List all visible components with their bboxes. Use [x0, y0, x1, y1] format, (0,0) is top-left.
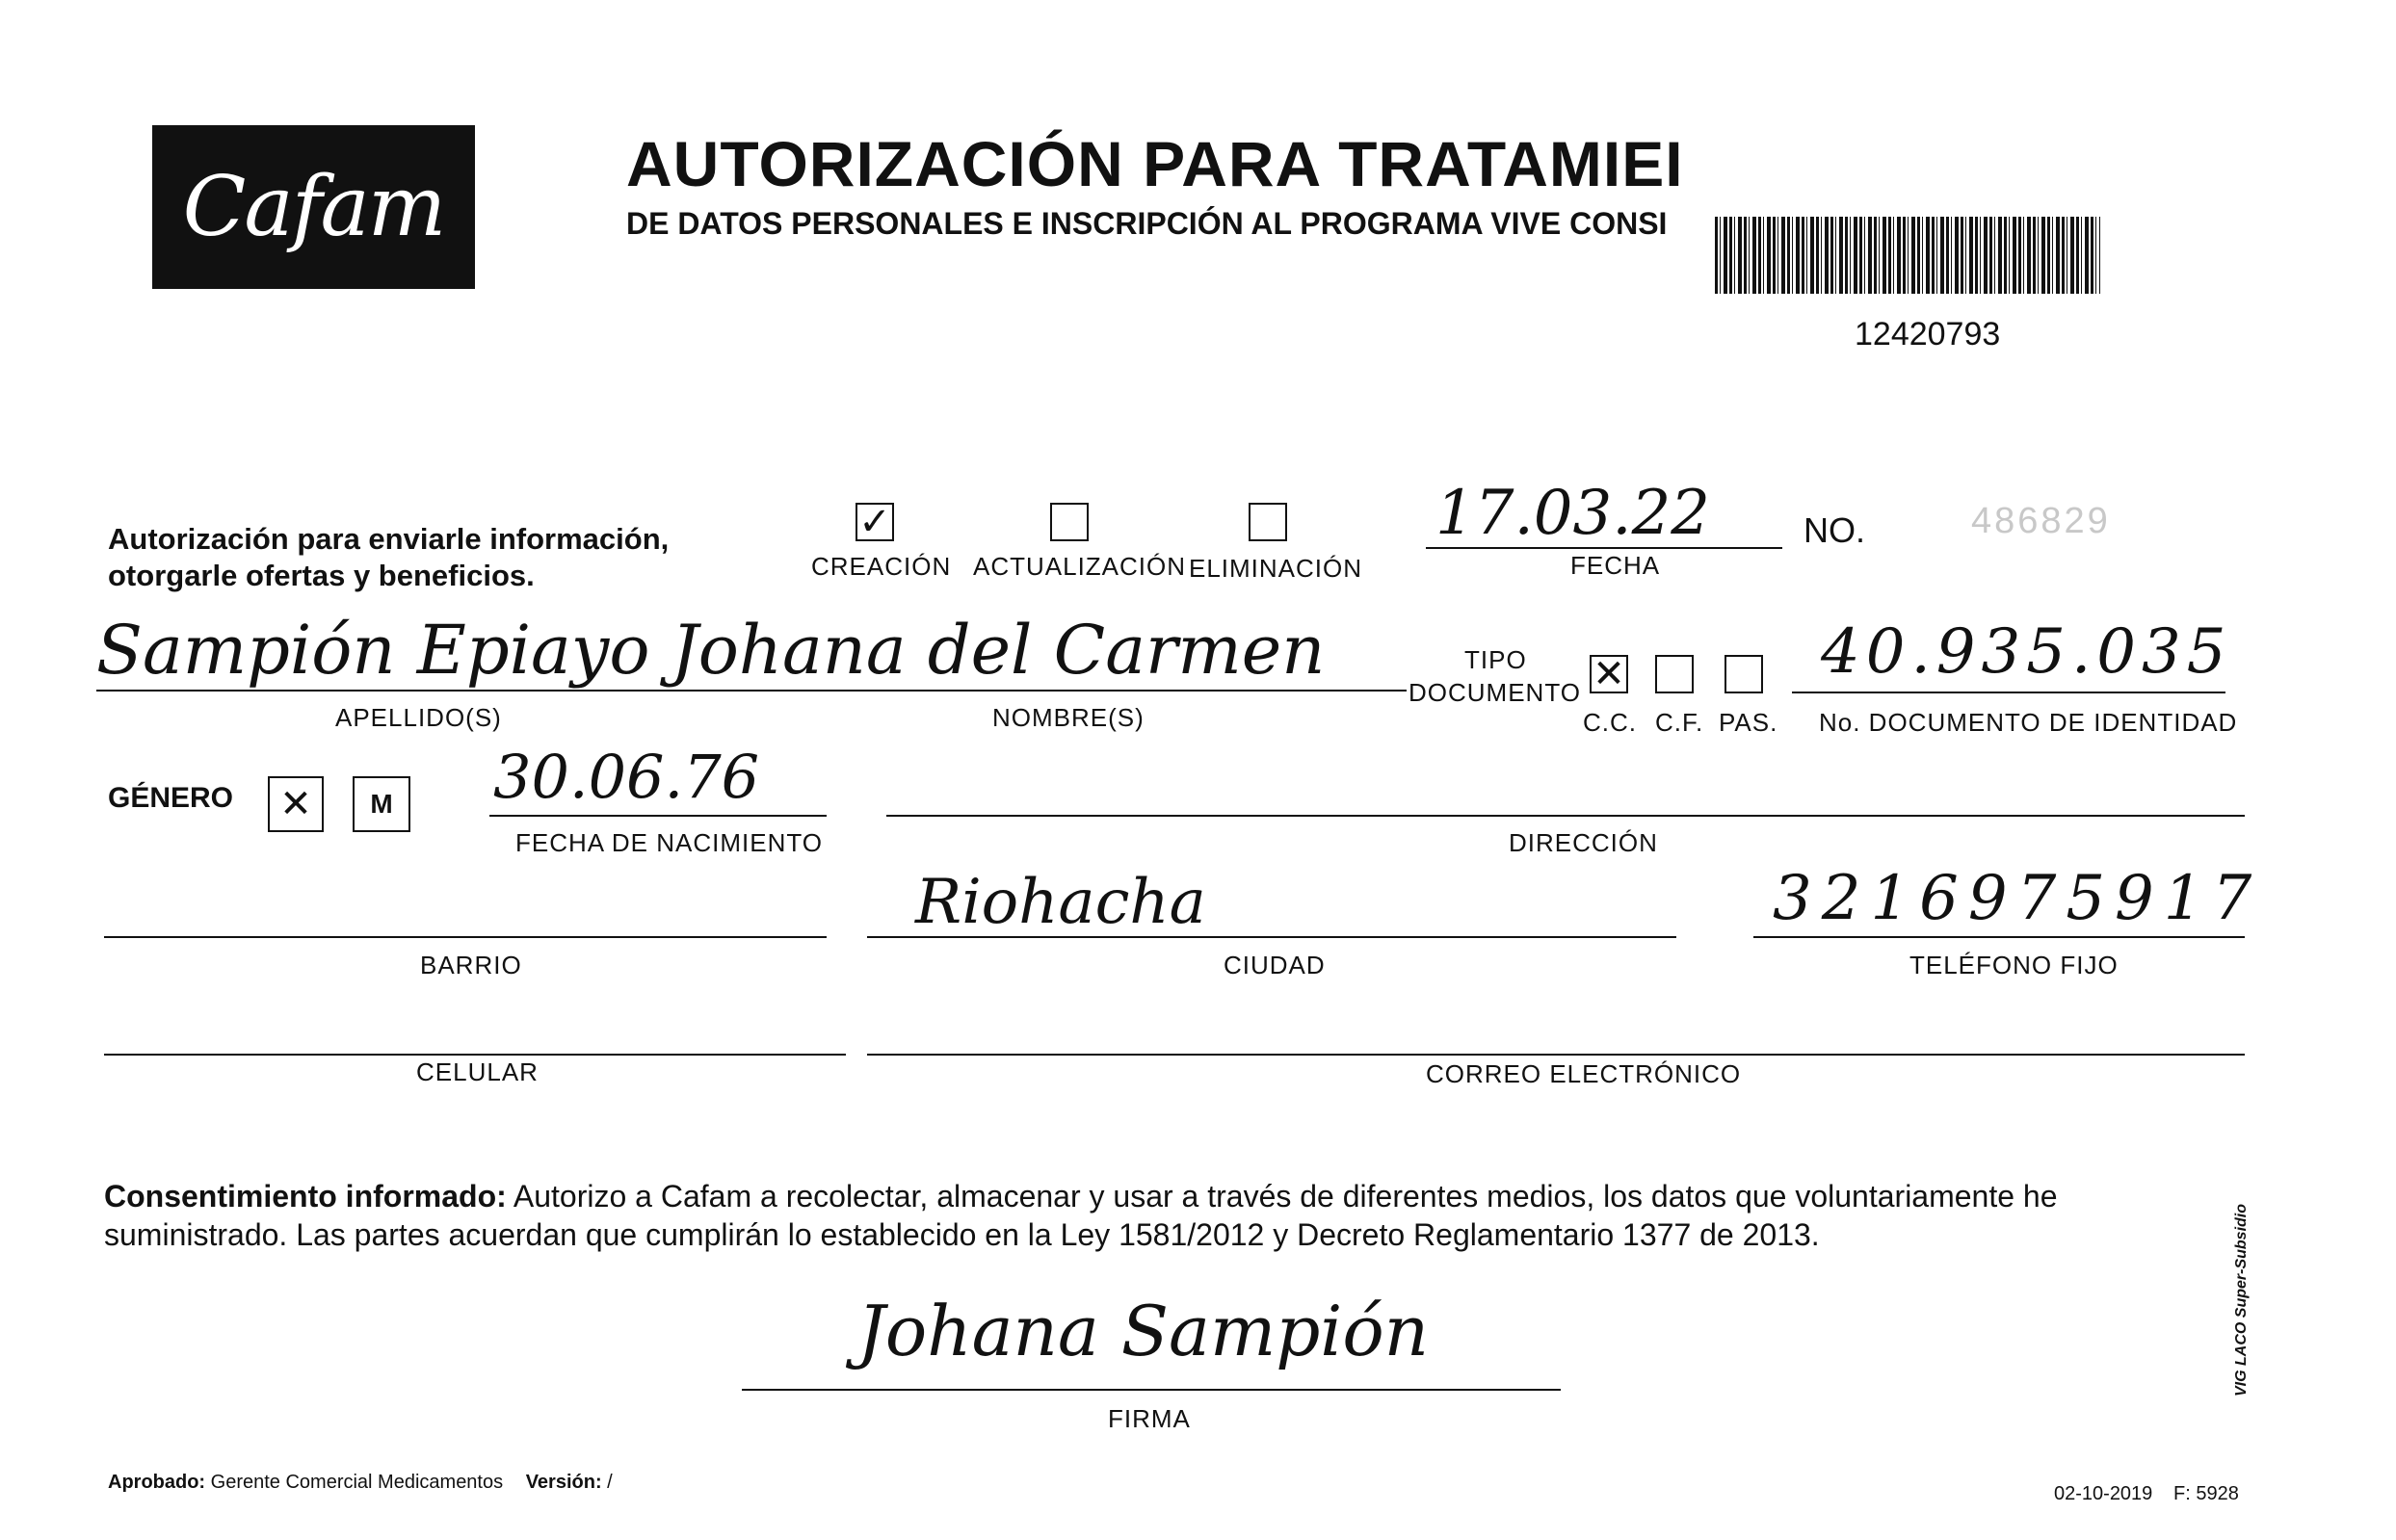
name-line: [96, 690, 1407, 692]
gender-m-checkbox[interactable]: [353, 776, 410, 832]
genero-label: GÉNERO: [108, 782, 234, 814]
logo-text: Cafam: [182, 159, 445, 255]
aprobado-label: Aprobado:: [108, 1472, 206, 1493]
fecha-value: 17.03.22: [1435, 478, 1710, 549]
document-number-value: 40.935.035: [1821, 616, 2232, 688]
fecha-line: [1426, 547, 1782, 549]
gender-f-checkbox[interactable]: [268, 776, 324, 832]
cc-checkbox[interactable]: [1590, 652, 1628, 696]
document-number-line: [1792, 692, 2225, 693]
eliminacion-label: ELIMINACIÓN: [1189, 554, 1363, 583]
ciudad-value: Riohacha: [915, 867, 1206, 938]
pas-label: PAS.: [1719, 708, 1778, 737]
full-name-handwriting: Sampión Epiayo Johana del Carmen: [96, 611, 1326, 690]
birth-date-label: FECHA DE NACIMIENTO: [515, 828, 824, 857]
consent-text: Autorizo a Cafam a recolectar, almacenar y usar a través de diferentes medios, los datos que voluntariamente he suministrado. Las partes acuerdan que cumplirán lo establecido en la Ley 1581/2012 y Decreto Reglamentario 1377 de 2013.: [104, 1179, 2058, 1252]
no-value: 486829: [1971, 501, 2111, 541]
telefono-value: 3216975917: [1773, 863, 2262, 934]
signature-handwriting: Johana Sampión: [857, 1291, 1430, 1371]
document-number-label: No. DOCUMENTO DE IDENTIDAD: [1819, 708, 2238, 737]
cf-label: C.F.: [1655, 708, 1704, 737]
creacion-check-mark: ✓: [858, 500, 891, 544]
gender-f-check-mark: ✕: [279, 782, 312, 826]
authorization-heading-line2: otorgarle ofertas y beneficios.: [108, 559, 535, 592]
version-label: Versión:: [525, 1472, 602, 1493]
creacion-label: CREACIÓN: [811, 552, 952, 581]
telefono-line: [1753, 936, 2245, 938]
actualizacion-label: ACTUALIZACIÓN: [973, 552, 1187, 581]
eliminacion-checkbox[interactable]: [1249, 503, 1287, 541]
actualizacion-checkbox[interactable]: [1050, 503, 1089, 541]
documento-label: DOCUMENTO: [1409, 678, 1581, 707]
signature-line: [742, 1389, 1561, 1391]
gender-m-label: M: [370, 789, 393, 819]
barrio-label: BARRIO: [420, 951, 522, 979]
consent-bold: Consentimiento informado:: [104, 1179, 507, 1214]
firma-label: FIRMA: [1108, 1404, 1191, 1433]
cf-checkbox[interactable]: [1655, 655, 1694, 693]
barcode: [1715, 217, 2100, 294]
creacion-checkbox[interactable]: [856, 500, 894, 544]
celular-label: CELULAR: [416, 1057, 539, 1086]
aprobado-row: [108, 1472, 613, 1494]
correo-label: CORREO ELECTRÓNICO: [1426, 1059, 1742, 1088]
fecha-label: FECHA: [1570, 551, 1661, 580]
form-subtitle: DE DATOS PERSONALES E INSCRIPCIÓN AL PROGRAMA VIVE CONSI: [626, 206, 1668, 241]
version-value: /: [607, 1472, 613, 1493]
telefono-label: TELÉFONO FIJO: [1909, 951, 2119, 979]
barcode-number: 12420793: [1855, 316, 2001, 352]
side-print-text: VIG LACO Super-Subsidio: [2233, 1203, 2250, 1396]
birth-date-value: 30.06.76: [493, 742, 760, 812]
ciudad-line: [867, 936, 1676, 938]
cc-label: C.C.: [1583, 708, 1637, 737]
no-label: NO.: [1804, 510, 1866, 550]
direccion-line: [886, 815, 2245, 817]
tipo-label: TIPO: [1464, 645, 1527, 674]
footer-date: 02-10-2019: [2054, 1483, 2153, 1504]
consent-paragraph: [104, 1177, 2243, 1254]
apellidos-label: APELLIDO(S): [335, 703, 502, 732]
cafam-logo: [152, 125, 475, 289]
correo-line: [867, 1054, 2245, 1056]
pas-checkbox[interactable]: [1725, 655, 1763, 693]
nombres-label: NOMBRE(S): [992, 703, 1145, 732]
aprobado-value: Gerente Comercial Medicamentos: [210, 1472, 504, 1493]
direccion-label: DIRECCIÓN: [1509, 828, 1658, 857]
form-title: AUTORIZACIÓN PARA TRATAMIEI: [626, 128, 1684, 199]
ciudad-label: CIUDAD: [1224, 951, 1326, 979]
birth-date-line: [489, 815, 827, 817]
barrio-line: [104, 936, 827, 938]
authorization-heading-line1: Autorización para enviarle información,: [108, 522, 670, 556]
cc-check-mark: ✕: [1593, 652, 1625, 696]
form-code: F: 5928: [2173, 1483, 2239, 1504]
celular-line: [104, 1054, 846, 1056]
